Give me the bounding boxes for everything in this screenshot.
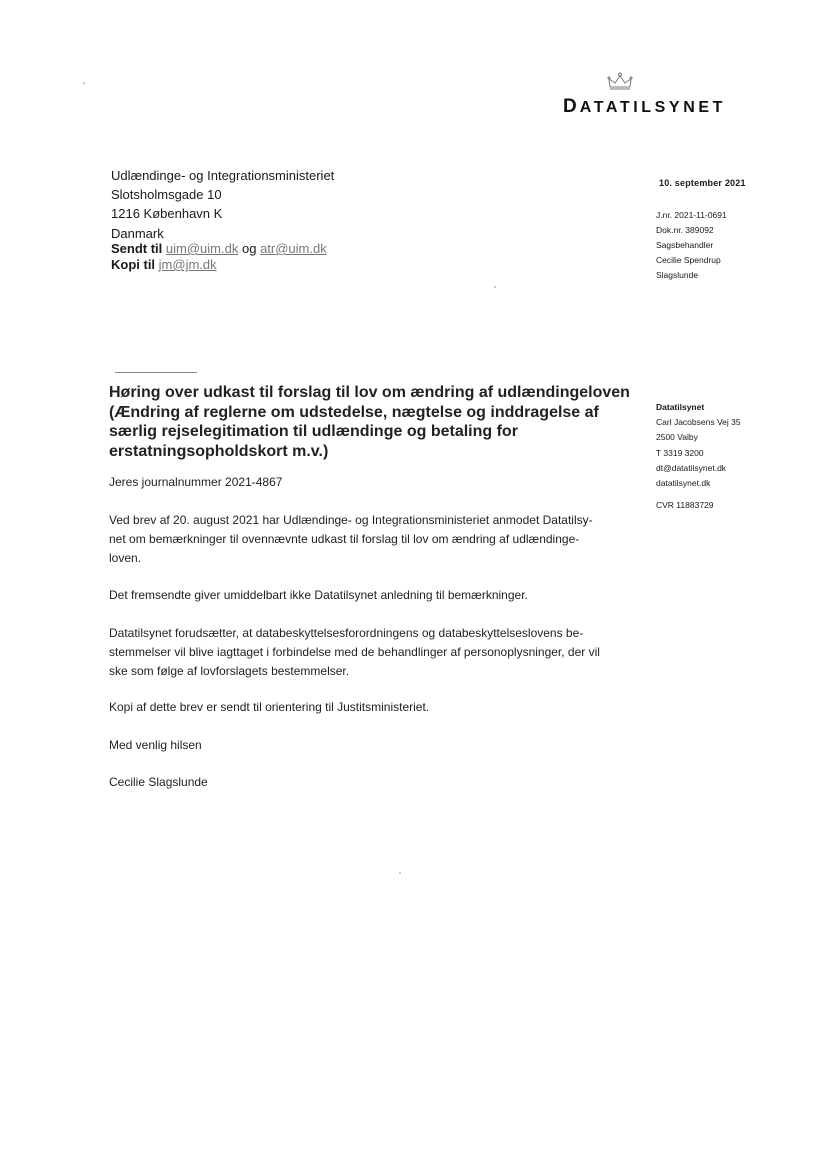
case-meta [656,208,727,283]
letter-date: 10. september 2021 [659,178,746,188]
divider [115,372,197,373]
recipient-line: 1216 København K [111,206,223,221]
sender-contact [656,400,741,513]
copy-email-link[interactable]: jm@jm.dk [158,257,217,272]
handler-surname: Slagslunde [656,270,699,280]
paragraph-1 [109,511,629,568]
paragraph-2: Det fremsendte giver umiddelbart ikke Datatilsynet anledning til bemærkninger. [109,588,528,602]
logo-wordmark [563,96,726,118]
recipient-address [111,166,334,274]
sender-street: Carl Jacobsens Vej 35 [656,417,741,428]
logo-initial: D [563,96,580,117]
sender-city: 2500 Valby [656,432,698,443]
paragraph-line: Datatilsynet forudsætter, at databeskyttelsesforordningens og databeskyttelseslovens be- [109,626,584,640]
paragraph-line: Ved brev af 20. august 2021 har Udlændinge- og Integrationsministeriet anmodet Datatilsy- [109,513,593,527]
letter-title [109,383,639,461]
handler-label: Sagsbehandler [656,240,714,250]
sender-email[interactable]: dt@datatilsynet.dk [656,462,727,473]
title-line: erstatningsopholdskort m.v.) [109,442,329,460]
paragraph-line: stemmelser vil blive iagttaget i forbindelse med de behandlinger af personoplysninger, der vil [109,645,600,659]
signature: Cecilie Slagslunde [109,775,208,789]
paragraph-4: Kopi af dette brev er sendt til orientering til Justitsministeriet. [109,700,430,714]
paragraph-line: ske som følge af lovforslagets bestemmelser. [109,664,350,678]
sender-name: Datatilsynet [656,402,705,412]
paragraph-line: loven. [109,551,142,565]
copy-to-label: Kopi til [111,257,156,272]
sender-phone: T 3319 3200 [656,447,704,458]
closing: Med venlig hilsen [109,738,202,752]
scan-speck [83,82,85,84]
journal-number: J.nr. 2021-11-0691 [656,210,727,220]
title-line: (Ændring af reglerne om udstedelse, nægtelse og inddragelse af [109,403,599,421]
handler-name: Cecilie Spendrup [656,255,721,265]
sender-website[interactable]: datatilsynet.dk [656,478,711,489]
sent-joiner: og [241,241,257,256]
paragraph-3 [109,624,629,681]
document-number: Dok.nr. 389092 [656,225,714,235]
title-line: særlig rejselegitimation til udlændinge og betaling for [109,423,518,440]
sent-to-label: Sendt til [111,241,163,256]
recipient-line: Udlændinge- og Integrationsministeriet [111,168,335,183]
recipient-line: Danmark [111,226,164,241]
paragraph-line: net om bemærkninger til ovennævnte udkast til forslag til lov om ændring af udlændinge- [109,532,580,546]
sender-cvr: CVR 11883729 [656,500,714,511]
crown-icon [606,72,634,92]
sent-email-link-2[interactable]: atr@uim.dk [260,241,327,256]
scan-speck [399,872,401,874]
recipient-line: Slotsholmsgade 10 [111,187,222,202]
logo-rest: ATATILSYNET [579,99,726,116]
scan-speck [494,286,496,288]
title-line: Høring over udkast til forslag til lov om ændring af udlændingeloven [109,384,630,401]
reference-number: Jeres journalnummer 2021-4867 [109,475,283,489]
sent-email-link-1[interactable]: uim@uim.dk [165,241,239,256]
